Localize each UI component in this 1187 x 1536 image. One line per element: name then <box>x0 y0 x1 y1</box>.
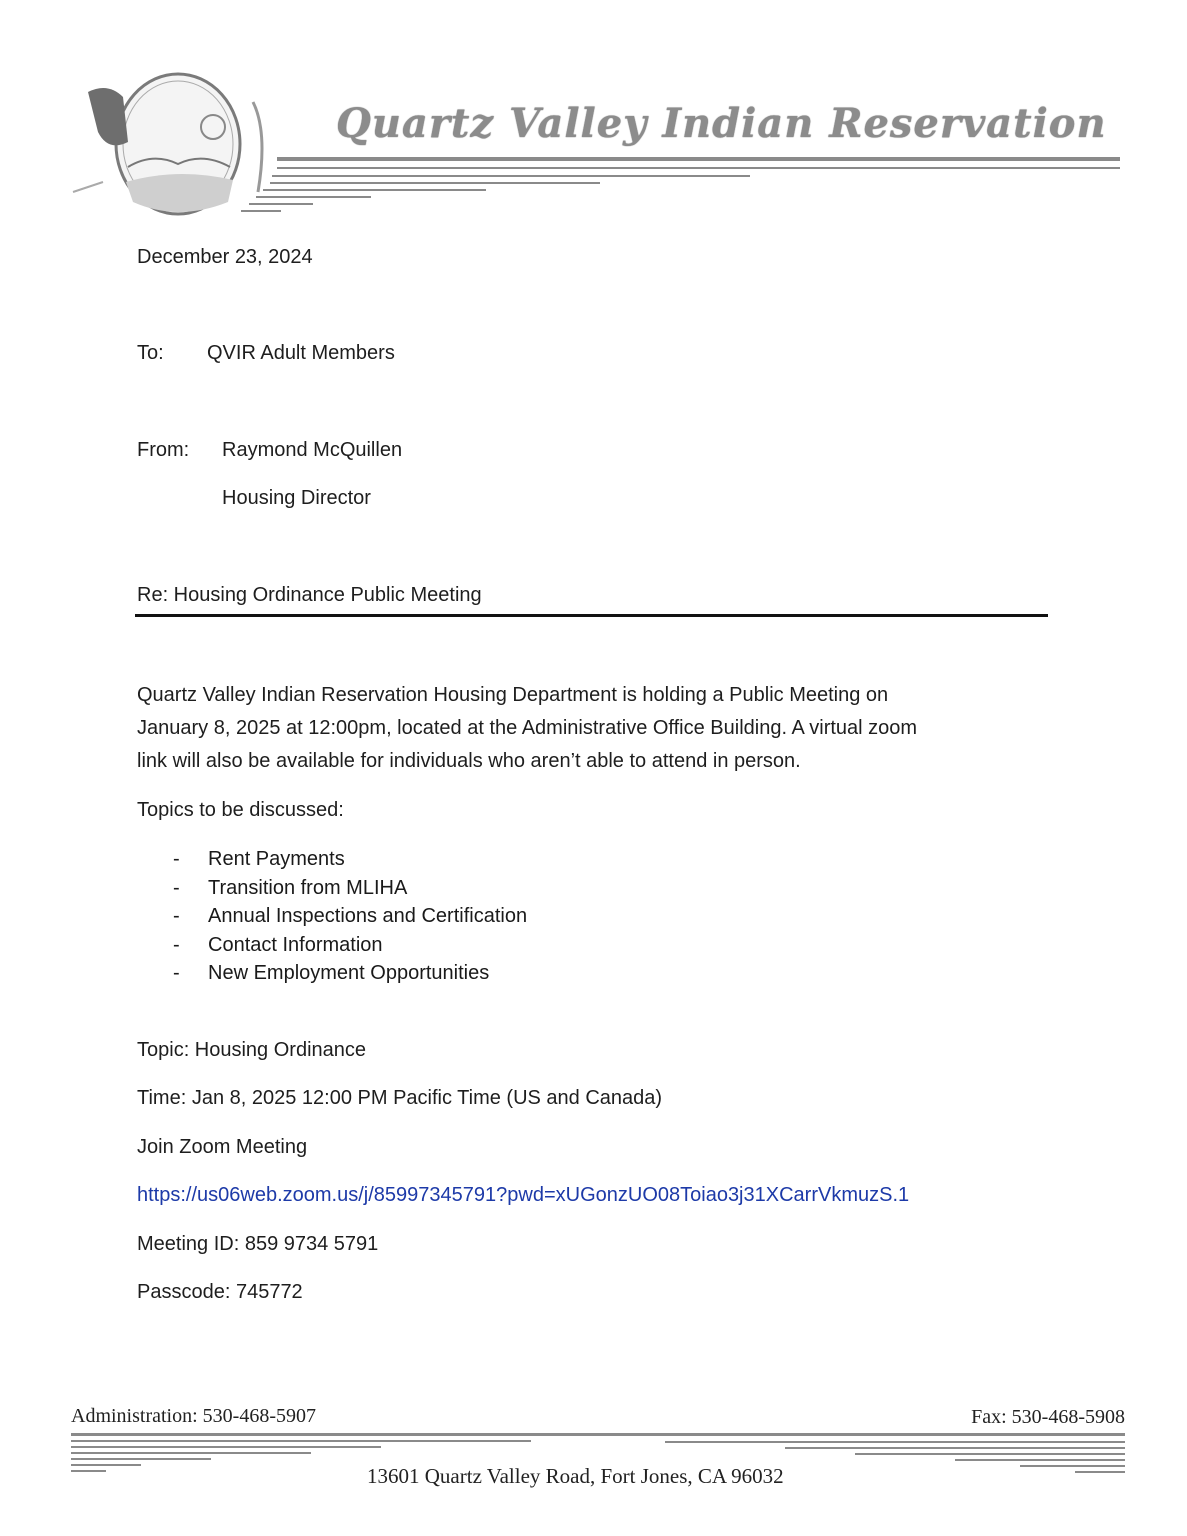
meeting-time: Time: Jan 8, 2025 12:00 PM Pacific Time (US and Canada) <box>137 1087 663 1109</box>
footer-rule <box>71 1440 531 1442</box>
meeting-id: Meeting ID: 859 9734 5791 <box>137 1233 379 1255</box>
paragraph-line: link will also be available for individuals who aren’t able to attend in person. <box>137 750 801 772</box>
list-item: - Rent Payments <box>137 845 527 874</box>
memo-date: December 23, 2024 <box>137 246 313 268</box>
topics-list <box>137 845 527 988</box>
list-item: - Annual Inspections and Certification <box>137 902 527 931</box>
zoom-meeting-link[interactable]: https://us06web.zoom.us/j/85997345791?pwd=xUGonzUO08Toiao3j31XCarrVkmuzS.1 <box>137 1184 910 1206</box>
organization-title: Quartz Valley Indian Reservation <box>336 100 1107 147</box>
footer-rule <box>71 1433 1125 1436</box>
paragraph-line: January 8, 2025 at 12:00pm, located at the Administrative Office Building. A virtual zoom <box>137 717 918 739</box>
letterhead-rule <box>256 196 371 198</box>
footer-rule <box>955 1459 1125 1461</box>
fax-number: Fax: 530-468-5908 <box>971 1406 1125 1428</box>
footer-rule <box>1075 1471 1125 1473</box>
letterhead-rule <box>263 189 486 191</box>
footer-rule <box>71 1470 106 1472</box>
list-item: - New Employment Opportunities <box>137 959 527 988</box>
bullet-dash: - <box>173 905 180 927</box>
meeting-passcode: Passcode: 745772 <box>137 1281 303 1303</box>
list-item: - Contact Information <box>137 931 527 960</box>
from-name: Raymond McQuillen <box>222 439 403 461</box>
from-title: Housing Director <box>222 487 371 509</box>
footer-rule <box>71 1458 211 1460</box>
letterhead-rule <box>272 175 750 177</box>
footer-rule <box>1020 1465 1125 1467</box>
bullet-dash: - <box>173 962 180 984</box>
bullet-dash: - <box>173 876 180 899</box>
footer-rule <box>785 1447 1125 1449</box>
letterhead-rule <box>249 203 313 205</box>
to-value: QVIR Adult Members <box>207 342 395 364</box>
subject-divider <box>135 614 1048 617</box>
intro-paragraph <box>137 679 1057 778</box>
join-zoom-label: Join Zoom Meeting <box>137 1136 308 1158</box>
letterhead-rule <box>270 182 600 184</box>
letterhead-rule <box>277 167 1120 169</box>
footer-rule <box>665 1441 1125 1443</box>
subject-line: Re: Housing Ordinance Public Meeting <box>137 584 482 606</box>
footer-rule <box>71 1464 141 1466</box>
meeting-topic: Topic: Housing Ordinance <box>137 1039 367 1061</box>
footer-rule <box>855 1453 1125 1455</box>
topics-heading: Topics to be discussed: <box>137 799 344 821</box>
tribal-seal-logo <box>68 72 283 222</box>
from-label: From: <box>137 439 190 461</box>
bullet-dash: - <box>173 933 180 956</box>
administration-phone: Administration: 530-468-5907 <box>71 1405 316 1427</box>
footer-address: 13601 Quartz Valley Road, Fort Jones, CA 96032 <box>367 1464 784 1488</box>
footer-rule <box>71 1452 311 1454</box>
bullet-dash: - <box>173 848 180 870</box>
list-item: - Transition from MLIHA <box>137 874 527 903</box>
letterhead-rule <box>277 157 1120 161</box>
footer-rule <box>71 1446 381 1448</box>
paragraph-line: Quartz Valley Indian Reservation Housing Department is holding a Public Meeting on <box>137 684 889 706</box>
to-label: To: <box>137 342 164 364</box>
letterhead-rule <box>241 210 281 212</box>
